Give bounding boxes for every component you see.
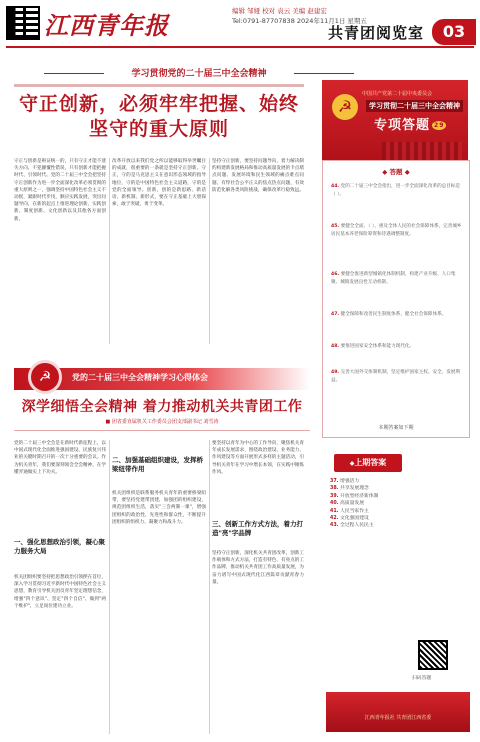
column-banner: 学习贯彻党的二十届三中全会精神 <box>108 66 290 82</box>
editor-line: 编辑 邹娅 校对 袁云 美编 赵建宏 <box>232 7 327 15</box>
qr-code-icon[interactable] <box>418 640 448 670</box>
quiz-item <box>331 311 463 319</box>
newspaper-logo: 江西青年报 <box>44 11 169 40</box>
toc-item <box>330 508 470 515</box>
quiz-item-no: 47. <box>331 312 340 317</box>
second-headline[interactable]: 深学细悟全会精神 着力推动机关共青团工作 <box>21 399 303 415</box>
article-column-1: 守正与创新是辩证统一的，只有守正才能不迷失方向、不犯颠覆性错误，只有创新才能把握时代、引领时代。党的二十届三中全会把坚持守正创新作为进一步全面深化改革必须贯彻的重大原则之一，强调坚持中国特色社会主义不动摇，紧跟时代步伐，顺应实践发展，突出问题导向，在新的起点上推进理论创新、实践创新、制度创新、文化创新以及其他各方面创新。 <box>14 159 106 222</box>
quiz-item-no: 46. <box>331 272 340 277</box>
toc-item <box>330 500 470 507</box>
quiz-box <box>322 160 470 438</box>
article2-column-1: 机关团组织要坚持把思想政治引领摆在首位，深入学习贯彻习近平新时代中国特色社会主义思想，教育引导机关团员青年坚定理想信念，增强"四个意识"、坚定"四个自信"、做到"两个维护"，立足岗位建功立业。 <box>14 575 106 609</box>
toc-item-text: 增强活力 <box>340 479 360 484</box>
toc-item-text: 全过程人民民主 <box>340 523 374 529</box>
column-rule <box>109 440 110 734</box>
article2-column-3-top: 要坚持以青年为中心的工作导向，聚焦机关青年成长发展需求，围绕政治建设、业务能力、作风建设等方面开展形式多样的主题活动，引导机关青年在学习中增长本领，在实践中锤炼作风。 <box>212 441 304 475</box>
quiz-item-text: 要推进国家安全体系和能力现代化。 <box>340 344 415 349</box>
qr-caption: 扫码答题 <box>412 676 432 681</box>
header-divider <box>6 46 474 48</box>
quiz-item-text: 党的二十届三中全会指出，进一步全面深化改革的总目标是（ ）。 <box>331 184 461 197</box>
toc-item-no: 37. <box>330 479 339 484</box>
byline: ■ 团省委直属机关工作委员会团支部副书记 刘雪涛 <box>105 419 219 425</box>
section-tag-label: 党的二十届三中全会精神学习心得体会 <box>72 373 208 382</box>
quiz-item <box>331 183 463 199</box>
toc-item-no: 39. <box>330 493 339 499</box>
subheading-1: 一、强化思想政治引领，凝心聚力服务大局 <box>14 538 105 555</box>
quiz-item <box>331 343 463 351</box>
quiz-item-no: 44. <box>331 184 340 189</box>
quiz-poster[interactable] <box>322 80 468 164</box>
quiz-item-text: 健全保障和改善民生制度体系，健全社会保障体系。 <box>340 312 447 317</box>
main-headline[interactable] <box>14 92 304 142</box>
toc-item-no: 42. <box>330 516 339 522</box>
section-title: 共青团阅览室 <box>328 24 425 42</box>
column-rule <box>109 158 110 344</box>
qr-code-icon <box>6 6 40 40</box>
quiz-item-text: 要健全全面、（ ）、惠及全体人民的社会保障体系，完善城乡居民基本养老保险筹资和待遇调整制度。 <box>331 224 462 237</box>
article-column-2: 改革开放以来我们党之所以能够取得举世瞩目的成就，很重要的一条就是坚持守正创新。守正，守的是马克思主义在意识形态领域的指导地位，守的是中国特色社会主义道路，守的是党的全面领导。创新，创的是新思路、新话语、新机制、新形式，要在守正基础上大胆探索，敢于突破，勇于变革。 <box>112 159 206 208</box>
article-column-3: 坚持守正创新，要坚持问题导向，着力解决制约构建新发展格局和推动高质量发展的卡点堵点问题、发展环境和民生领域的痛点难点问题、有悖社会公平正义的焦点热点问题，有效防范化解各类风险挑战，确保改革行稳致远。 <box>212 159 304 193</box>
toc-item-no: 38. <box>330 486 339 492</box>
toc-item-text: 开放型经济新体制 <box>340 493 379 499</box>
section-tag <box>14 368 310 390</box>
column-rule <box>209 440 210 734</box>
poster-subtitle: 学习贯彻二十届三中全会精神 <box>366 100 463 112</box>
subheading-2: 二、加强基础组织建设，发挥桥梁纽带作用 <box>112 456 203 473</box>
quiz-item-text: 要健全推进新型城镇化体制机制，构建产业升级、人口集聚、城镇发展良性互动机制。 <box>331 272 456 285</box>
toc-item-no: 43. <box>330 523 339 529</box>
article2-column-2: 机关团组织是联系服务机关青年的重要桥梁纽带，要坚持党建带团建，加强团的组织建设，规范团组织生活，落实"三会两制一课"，增强团组织的政治性、先进性和群众性，不断提升团组织的组织力、凝聚力和战斗力。 <box>112 491 206 525</box>
toc-item-text: 高质量发展 <box>340 501 365 507</box>
party-emblem-icon: ☭ <box>28 360 62 394</box>
byline-divider <box>14 430 310 431</box>
column-rule <box>209 158 210 344</box>
quiz-title: ◆ 答题 ◆ <box>323 167 469 176</box>
quiz-item <box>331 271 463 287</box>
date-line: Tel:0791-87707838 2024年11月1日 星期五 <box>232 17 367 25</box>
poster-title-text: 专项答题 <box>374 118 431 133</box>
page-number: 03 <box>432 19 476 45</box>
toc-item-no: 40. <box>330 501 339 507</box>
toc-item <box>330 515 470 522</box>
footer-band: 江西青年报社 共青团江西省委 <box>326 692 470 732</box>
toc-header: ◆ 上期答案 <box>334 454 402 472</box>
quiz-item <box>331 223 463 239</box>
party-emblem-icon: ☭ <box>332 94 358 120</box>
poster-org: 中国共产党第二十届中央委员会 <box>362 91 433 97</box>
poster-issue-badge: 29 <box>434 122 445 129</box>
article2-intro: 党的二十届三中全会是在新时代新征程上，以中国式现代化全面推进强国建设、民族复兴伟业的关键时期召开的一次十分重要的会议。作为机关青年，我们要深刻领会全会精神，在学懂弄通做实上下功夫。 <box>14 441 106 475</box>
toc-item <box>330 478 470 485</box>
page-header <box>0 0 480 52</box>
toc-item <box>330 522 470 529</box>
quiz-item-no: 48. <box>331 344 340 349</box>
toc-item <box>330 493 470 500</box>
quiz-footer: 本期答案如下期 <box>378 425 414 431</box>
quiz-item-text: 完善大国外交体制机制，坚定维护国家主权、安全、发展利益。 <box>331 370 461 383</box>
headline-band <box>14 84 304 87</box>
headline-line-2: 坚守的重大原则 <box>88 118 229 140</box>
toc-item-text: 共享发展理念 <box>340 486 369 492</box>
poster-title <box>374 114 446 133</box>
subheading-3: 三、创新工作方式方法，着力打造"亮"字品牌 <box>212 520 303 537</box>
quiz-item-no: 49. <box>331 370 340 375</box>
toc-item <box>330 485 470 492</box>
article2-column-3: 坚持守正创新，深化机关共青团改革，创新工作载体和方式方法，打造有特色、有亮点的工作品牌，推动机关共青团工作高质量发展，为奋力谱写中国式现代化江西篇章贡献青春力量。 <box>212 551 304 585</box>
toc-item-text: 人民当家作主 <box>340 508 369 514</box>
quiz-item-no: 45. <box>331 224 340 229</box>
headline-line-1: 守正创新，必须牢牢把握、始终 <box>18 93 299 115</box>
toc-item-text: 文化强国建设 <box>340 516 369 522</box>
quiz-item <box>331 369 463 385</box>
toc-item-no: 41. <box>330 508 339 514</box>
toc-list <box>330 478 470 530</box>
